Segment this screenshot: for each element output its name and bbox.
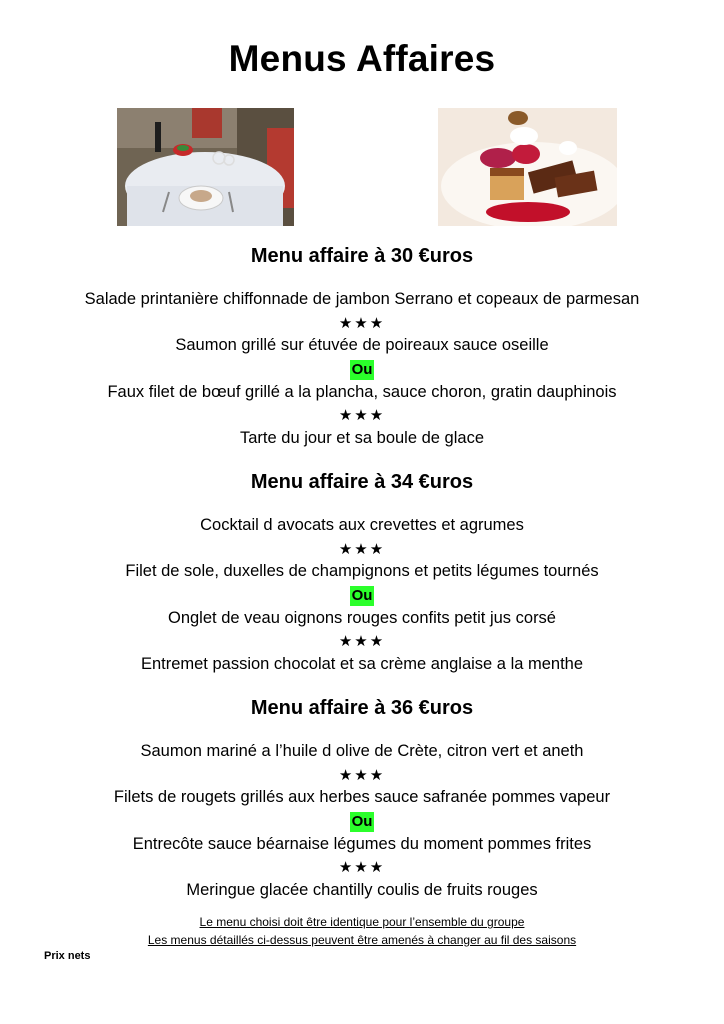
menu-36-starter: Saumon mariné a l’huile d olive de Crète, citron vert et aneth [140,742,584,760]
menu-30-main-1: Saumon grillé sur étuvée de poireaux sauce oseille [175,336,549,354]
seasonal-note: Les menus détaillés ci-dessus peuvent être amenés à changer au fil des saisons [147,933,577,947]
menu-34-main-2: Onglet de veau oignons rouges confits petit jus corsé [168,609,556,627]
menu-36-stars-1: ★★★ [338,767,386,784]
menu-34-dessert: Entremet passion chocolat et sa crème anglaise a la menthe [140,655,584,673]
table-setting-photo [117,108,294,226]
menu-34-or-badge: Ou [351,587,373,604]
menu-30-stars-1: ★★★ [338,315,386,332]
menu-34-or-wrap [0,586,724,606]
group-note: Le menu choisi doit être identique pour l’ensemble du groupe [199,915,525,929]
menu-34-starter: Cocktail d avocats aux crevettes et agrumes [200,516,524,534]
menu-34-heading: Menu affaire à 34 €uros [250,471,474,493]
menu-36-or-wrap [0,812,724,832]
dessert-photo [438,108,617,226]
menu-36-main-2: Entrecôte sauce béarnaise légumes du moment pommes frites [132,835,592,853]
menu-34-stars-1: ★★★ [338,541,386,558]
menu-34-stars-2: ★★★ [338,633,386,650]
menu-36-stars-2: ★★★ [338,859,386,876]
menu-36-dessert: Meringue glacée chantilly coulis de fruits rouges [186,881,538,899]
menu-36-heading: Menu affaire à 36 €uros [250,697,474,719]
menu-30-stars-2: ★★★ [338,407,386,424]
menu-30-heading: Menu affaire à 30 €uros [250,245,474,267]
menu-36-or-badge: Ou [351,813,373,830]
menu-30-dessert: Tarte du jour et sa boule de glace [240,429,484,447]
page-title: Menus Affaires [228,38,496,79]
prix-nets-label: Prix nets [44,950,91,962]
table-setting-illustration [117,108,294,226]
menu-36-main-1: Filets de rougets grillés aux herbes sauce safranée pommes vapeur [113,788,611,806]
menu-34-main-1: Filet de sole, duxelles de champignons et petits légumes tournés [125,562,599,580]
menu-30-starter: Salade printanière chiffonnade de jambon Serrano et copeaux de parmesan [84,290,640,308]
menu-30-or-badge: Ou [351,361,373,378]
menu-30-or-wrap [0,360,724,380]
dessert-illustration [438,108,617,226]
menu-30-main-2: Faux filet de bœuf grillé a la plancha, sauce choron, gratin dauphinois [107,383,617,401]
